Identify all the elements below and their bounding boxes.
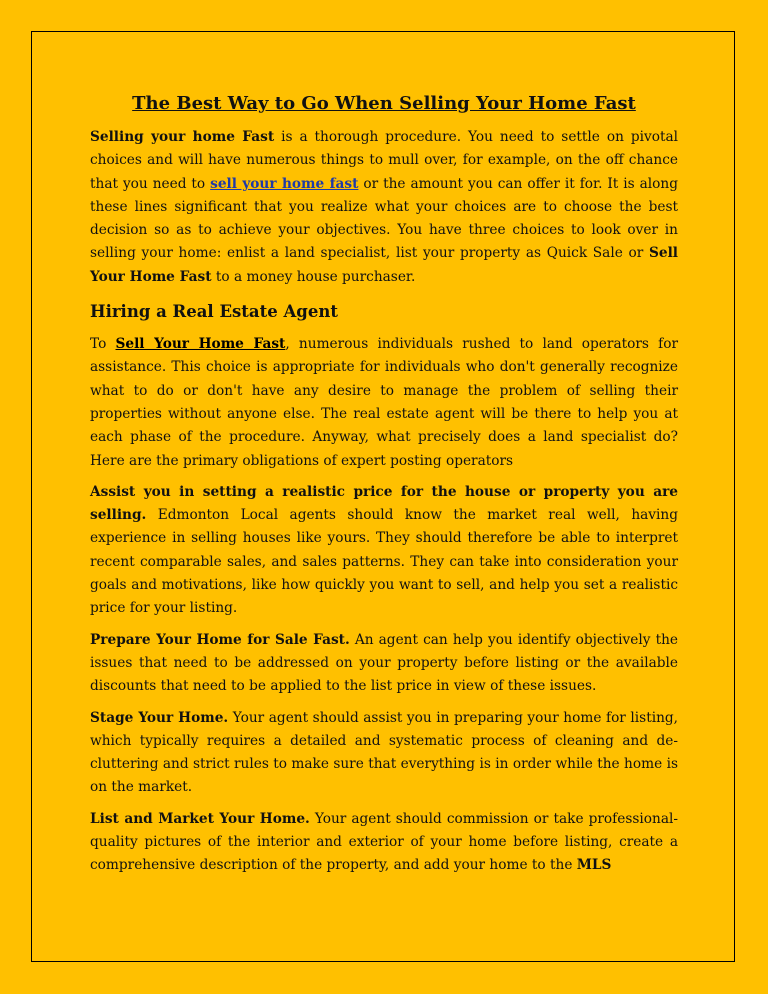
section-heading: Hiring a Real Estate Agent [90,302,338,322]
list-bold: List and Market Your Home. [90,810,310,827]
sell-your-home-fast-link-2[interactable]: Sell Your Home Fast [115,336,286,353]
intro-text-1: is a thorough procedure. You need to settle on pivotal choices and will have numerous things to mull over, for example, on the off chance that you need to [90,129,678,192]
mls-bold: MLS [576,857,612,874]
intro-bold-end: Sell Your Home Fast [90,245,678,285]
list-paragraph [90,808,678,878]
list-text: Your agent should commission or take professional-quality pictures of the interior and exterior of your home before listing, create a comprehensive description of the property, and add your home to the [90,810,678,874]
price-paragraph [90,481,678,621]
agent-text-pre: To [90,336,116,353]
intro-paragraph [90,126,678,289]
page-title: The Best Way to Go When Selling Your Home Fast [132,93,636,114]
agent-paragraph [90,333,678,473]
stage-text: Your agent should assist you in preparing your home for listing, which typically requires a detailed and systematic process of cleaning and de-cluttering and strict rules to make sure that everything is in order while the home is on the market. [90,709,678,796]
intro-text-3: to a money house purchaser. [211,268,416,285]
intro-text-2: or the amount you can offer it for. It is along these lines significant that you realize what your choices are to choose the best decision so as to achieve your objectives. You have three choices to look over in selling your home: enlist a land specialist, list your property as Quick Sale or [90,175,678,262]
price-bold: Assist you in setting a realistic price for the house or property you are selling. [90,483,678,524]
agent-text: , numerous individuals rushed to land operators for assistance. This choice is appropriate for individuals who don't generally recognize what to do or don't have any desire to manage the problem of selling their properties without anyone else. The real estate agent will be there to help you at each phase of the procedure. Anyway, what precisely does a land specialist do? Here are the primary obligations of expert posting operators [90,336,678,469]
stage-bold: Stage Your Home. [90,709,229,726]
prepare-bold: Prepare Your Home for Sale Fast. [90,631,350,648]
prepare-text: An agent can help you identify objectively the issues that need to be addressed on your property before listing or the available discounts that need to be applied to the list price in view of these issues. [90,631,679,695]
prepare-paragraph [90,629,678,699]
intro-lead-bold: Selling your home Fast [90,129,275,145]
document-body [90,90,678,886]
stage-paragraph [90,707,678,800]
sell-your-home-fast-link[interactable]: sell your home fast [210,175,359,192]
price-text: Edmonton Local agents should know the market real well, having experience in selling houses like yours. They should therefore be able to interpret recent comparable sales, and sales patterns. They can take into consideration your goals and motivations, like how quickly you want to sell, and help you set a realistic price for your listing. [90,507,678,617]
